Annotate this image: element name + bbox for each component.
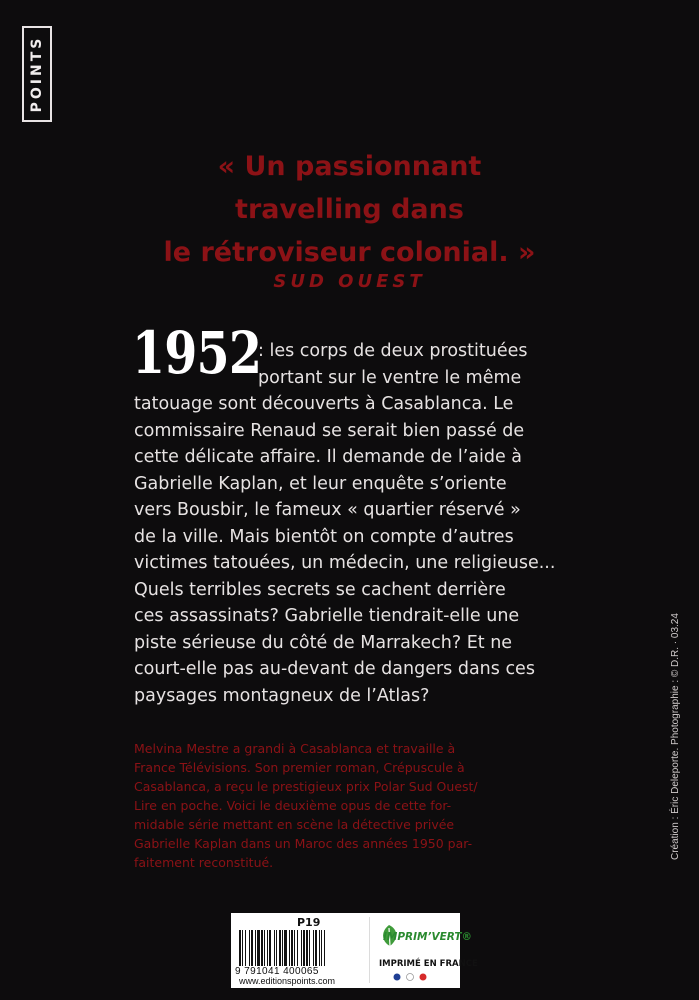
barcode-bar (261, 930, 263, 966)
publisher-logo (22, 26, 52, 122)
barcode-bar (321, 930, 322, 966)
barcode-bar (297, 930, 298, 966)
bio-line: France Télévisions. Son premier roman, Crépuscule à (134, 760, 465, 775)
imprim-vert-label: IMPRIM’VERT® (383, 931, 473, 943)
barcode-bar (319, 930, 320, 966)
barcode-bar (245, 930, 246, 966)
isbn-number: 9 791041 400065 (235, 966, 319, 977)
quote-line: le rétroviseur colonial. » (163, 237, 536, 268)
quote-line: « Un passionnant (217, 151, 482, 182)
synopsis-line: Quels terribles secrets se cachent derrière (134, 579, 506, 600)
barcode-bar (279, 930, 281, 966)
barcode-image (237, 930, 367, 968)
synopsis-line: Gabrielle Kaplan, et leur enquête s’oriente (134, 473, 507, 494)
barcode-bar (257, 930, 260, 966)
flag-dots (391, 972, 431, 982)
synopsis-line: : les corps de deux prostituées (258, 341, 528, 361)
synopsis-line: tatouage sont découverts à Casablanca. Le (134, 394, 514, 414)
bio-line: Gabrielle Kaplan dans un Maroc des années 1950 par- (134, 836, 473, 851)
bio-line: Lire en poche. Voici le deuxième opus de cette for- (134, 798, 452, 813)
flag-dot-blue (394, 974, 401, 981)
barcode-bar (315, 930, 317, 966)
publisher-website: www.editionspoints.com (239, 976, 336, 986)
barcode-bar (255, 930, 256, 966)
printed-in-label: IMPRIMÉ EN FRANCE (379, 959, 478, 969)
synopsis-line: portant sur le ventre le même (258, 367, 522, 388)
synopsis-line: ces assassinats? Gabrielle tiendrait-elle une (134, 606, 520, 626)
barcode-bar (309, 930, 310, 966)
synopsis-line: victimes tatouées, un médecin, une religieuse... (134, 553, 556, 573)
bio-line: faitement reconstitué. (134, 855, 274, 870)
flag-dot-white (407, 974, 414, 981)
barcode-bar (267, 930, 268, 966)
panel-divider (369, 917, 370, 983)
synopsis-line: cette délicate affaire. Il demande de l’aide à (134, 447, 523, 467)
barcode-bar (282, 930, 283, 966)
barcode-bar (242, 930, 243, 966)
photo-credit: Création : Éric Deleporte. Photographie : © D.R. · 03.24 (670, 613, 681, 860)
barcode-bar (284, 930, 287, 966)
barcode-bar (289, 930, 290, 966)
barcode-bar (249, 930, 250, 966)
barcode-bar (313, 930, 314, 966)
synopsis-line: vers Bousbir, le fameux « quartier réservé » (134, 500, 521, 520)
synopsis-line: piste sérieuse du côté de Marrakech? Et ne (134, 632, 513, 653)
barcode-bar (239, 930, 241, 966)
year-heading: 1952 (132, 319, 262, 387)
price-code: P19 (297, 916, 321, 929)
synopsis-line: court-elle pas au-devant de dangers dans ces (134, 659, 535, 679)
barcode-bar (264, 930, 265, 966)
synopsis-line: commissaire Renaud se serait bien passé de (134, 420, 525, 441)
synopsis-text (134, 338, 564, 709)
bio-line: Melvina Mestre a grandi à Casablanca et travaille à (134, 741, 456, 756)
quote-line: travelling dans (235, 194, 464, 225)
publisher-logo-text: POINTS (29, 35, 45, 113)
barcode-bar (276, 930, 277, 966)
bio-line: Casablanca, a reçu le prestigieux prix Polar Sud Ouest/ (134, 779, 478, 794)
press-quote (0, 145, 699, 274)
barcode-bar (324, 930, 325, 966)
bio-line: midable série mettant en scène la détective privée (134, 817, 455, 832)
barcode-bar (303, 930, 305, 966)
flag-dot-red (420, 974, 427, 981)
barcode-panel (231, 913, 478, 988)
barcode-bar (269, 930, 271, 966)
barcode-bar (301, 930, 302, 966)
barcode-bar (274, 930, 275, 966)
author-bio (134, 739, 574, 872)
barcode-bar (251, 930, 253, 966)
synopsis-line: paysages montagneux de l’Atlas? (134, 685, 430, 706)
barcode-bar (294, 930, 295, 966)
quote-source: SUD OUEST (273, 271, 426, 292)
synopsis-line: de la ville. Mais bientôt on compte d’autres (134, 526, 514, 547)
barcode-bar (306, 930, 308, 966)
barcode-bar (291, 930, 293, 966)
